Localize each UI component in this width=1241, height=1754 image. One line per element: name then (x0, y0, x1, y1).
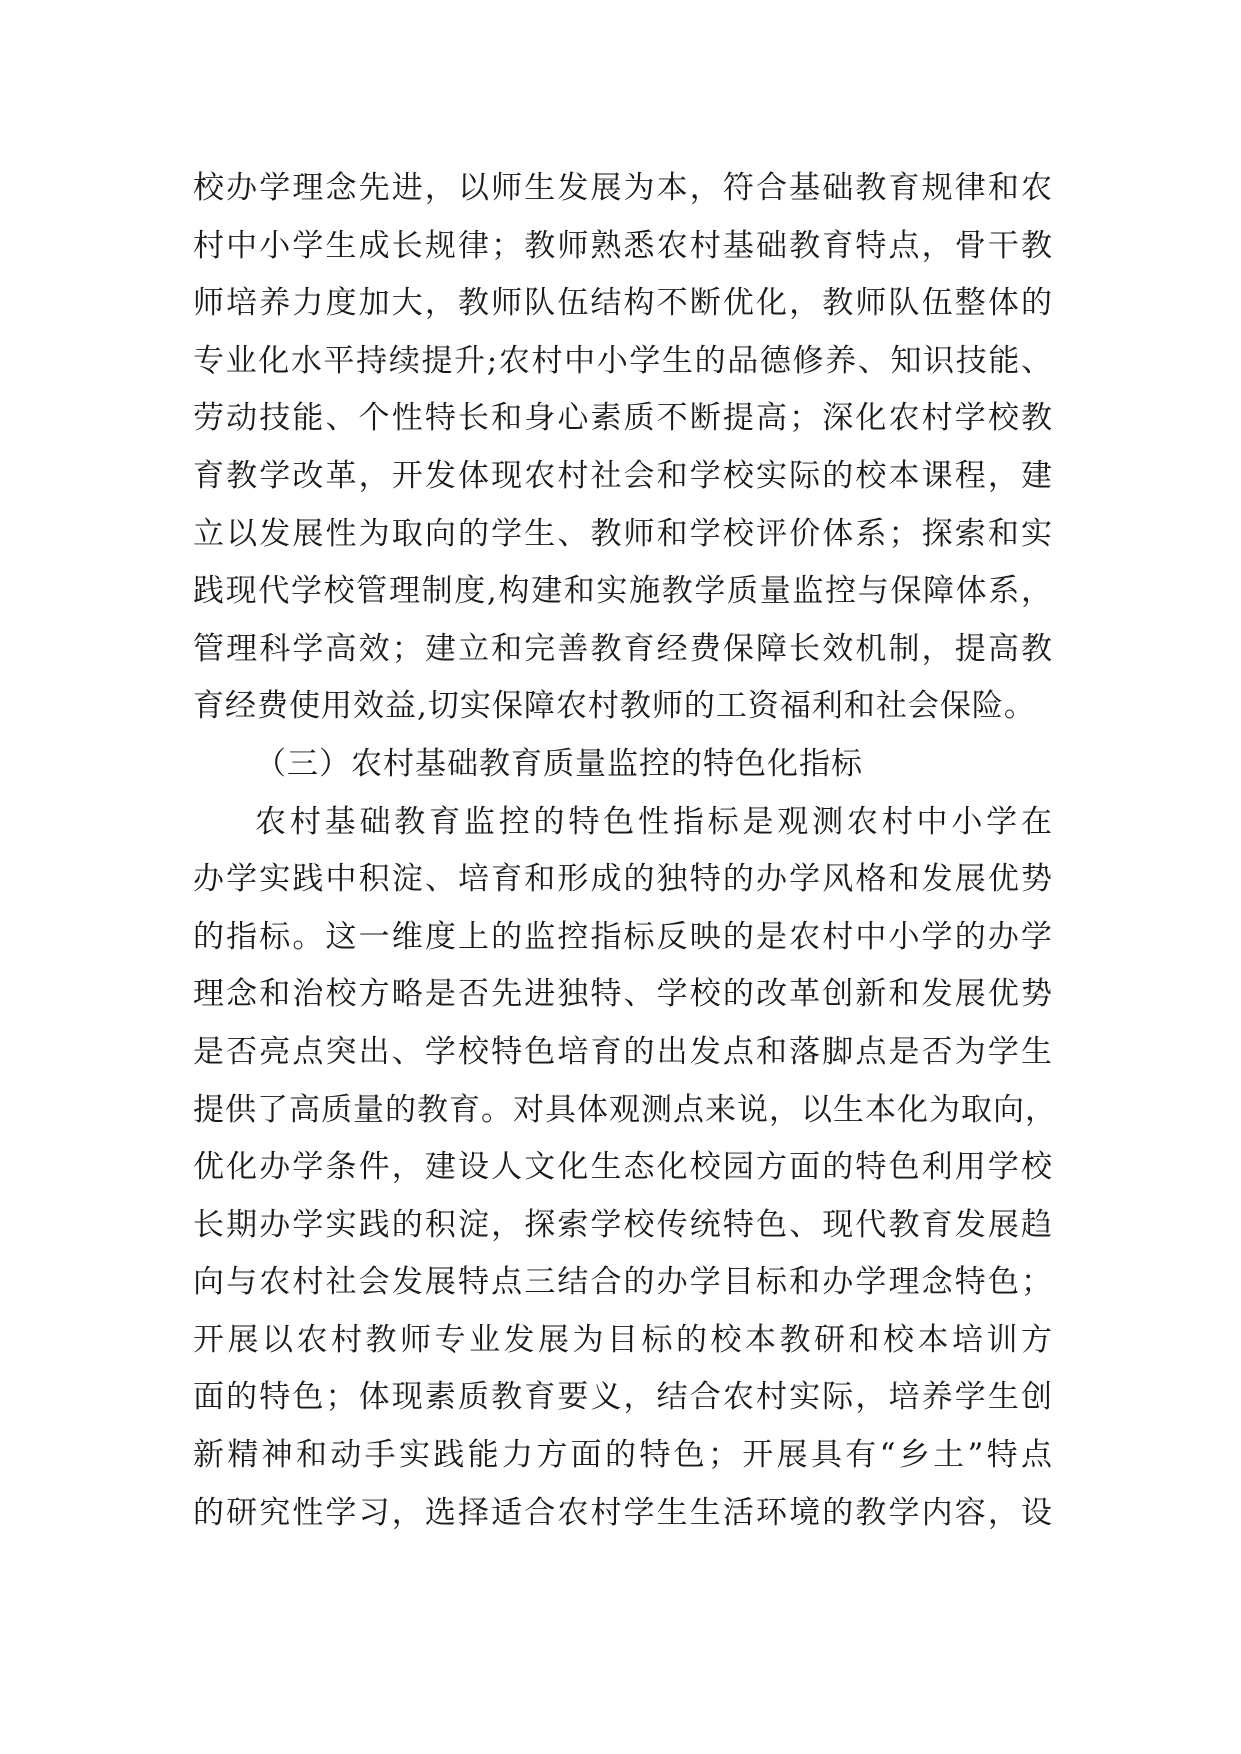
text-line: 立以发展性为取向的学生、教师和学校评价体系；探索和实 (193, 515, 1053, 552)
text-line: 开展以农村教师专业发展为目标的校本教研和校本培训方 (193, 1321, 1053, 1358)
paragraph-1 (193, 160, 1053, 736)
text-line: 农村基础教育监控的特色性指标是观测农村中小学在 (255, 803, 1053, 840)
text-line: 长期办学实践的积淀，探索学校传统特色、现代教育发展趋 (193, 1206, 1053, 1243)
text-line: 村中小学生成长规律；教师熟悉农村基础教育特点，骨干教 (193, 227, 1053, 264)
text-line: 向与农村社会发展特点三结合的办学目标和办学理念特色； (193, 1264, 1053, 1301)
text-line: 劳动技能、个性特长和身心素质不断提高；深化农村学校教 (193, 400, 1053, 437)
section-heading: （三）农村基础教育质量监控的特色化指标 (255, 745, 863, 782)
paragraph-2 (193, 794, 1057, 1543)
text-line: 提供了高质量的教育。对具体观测点来说，以生本化为取向， (193, 1091, 1057, 1128)
text-line: 管理科学高效；建立和完善教育经费保障长效机制，提高教 (193, 630, 1053, 667)
text-line: 践现代学校管理制度,构建和实施教学质量监控与保障体系， (193, 573, 1053, 610)
text-line: 育经费使用效益,切实保障农村教师的工资福利和社会保险。 (193, 688, 1036, 725)
text-line: 是否亮点突出、学校特色培育的出发点和落脚点是否为学生 (193, 1033, 1053, 1070)
text-line: 校办学理念先进，以师生发展为本，符合基础教育规律和农 (193, 170, 1053, 206)
text-line: 师培养力度加大，教师队伍结构不断优化，教师队伍整体的 (193, 285, 1053, 322)
text-line: 理念和治校方略是否先进独特、学校的改革创新和发展优势 (193, 976, 1053, 1013)
text-line: 育教学改革，开发体现农村社会和学校实际的校本课程，建 (193, 457, 1053, 494)
text-line: 新精神和动手实践能力方面的特色；开展具有“乡土”特点 (193, 1437, 1053, 1474)
text-line: 面的特色；体现素质教育要义，结合农村实际，培养学生创 (193, 1379, 1053, 1416)
text-line: 优化办学条件，建设人文化生态化校园方面的特色利用学校 (193, 1149, 1053, 1186)
text-line: 的研究性学习，选择适合农村学生生活环境的教学内容，设 (193, 1494, 1053, 1531)
document-body (193, 160, 1057, 1542)
text-line: 的指标。这一维度上的监控指标反映的是农村中小学的办学 (193, 918, 1053, 955)
text-line: 办学实践中积淀、培育和形成的独特的办学风格和发展优势 (193, 861, 1053, 898)
text-line: 专业化水平持续提升;农村中小学生的品德修养、知识技能、 (193, 342, 1053, 379)
